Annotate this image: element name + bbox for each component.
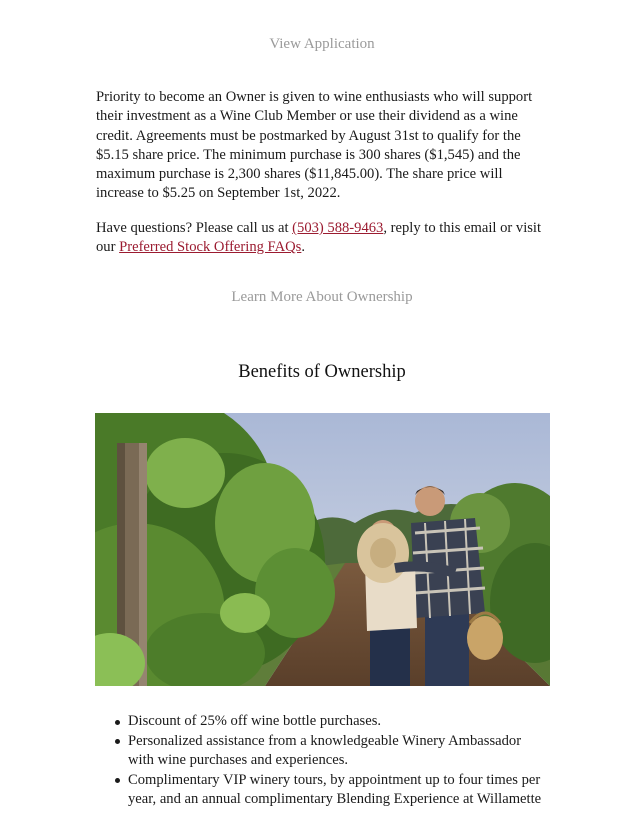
benefits-list [96,712,548,810]
ownership-priority-paragraph: Priority to become an Owner is given to wine enthusiasts who will support their investment as a Wine Club Member or use their dividend as a wine credit. Agreements must be postmarked by August 31st to qualify for the $5.15 share price. The minimum purchase is 300 shares ($1,545) and the maximum purchase is 2,300 shares ($11,845.00). The share price will increase to $5.25 on September 1st, 2022. [96,89,533,202]
questions-suffix: . [301,239,306,256]
list-item: Complimentary VIP winery tours, by appointment up to four times per year, and an annual complimentary Blending Experience at Willamette [128,771,548,810]
benefits-heading: Benefits of Ownership [238,362,406,382]
questions-middle: , reply to this email or visit our [96,220,542,256]
faq-link[interactable]: Preferred Stock Offering FAQs [119,239,302,256]
list-item: Discount of 25% off wine bottle purchases. [128,712,548,731]
phone-link[interactable]: (503) 588-9463 [292,220,384,236]
questions-prefix: Have questions? Please call us at [96,220,293,236]
view-application-link[interactable]: View Application [269,36,375,52]
vineyard-couple-photo [95,413,550,686]
learn-more-ownership-link[interactable]: Learn More About Ownership [231,289,413,305]
questions-paragraph [96,219,552,258]
list-item: Personalized assistance from a knowledgeable Winery Ambassador with wine purchases and experiences. [128,732,548,771]
